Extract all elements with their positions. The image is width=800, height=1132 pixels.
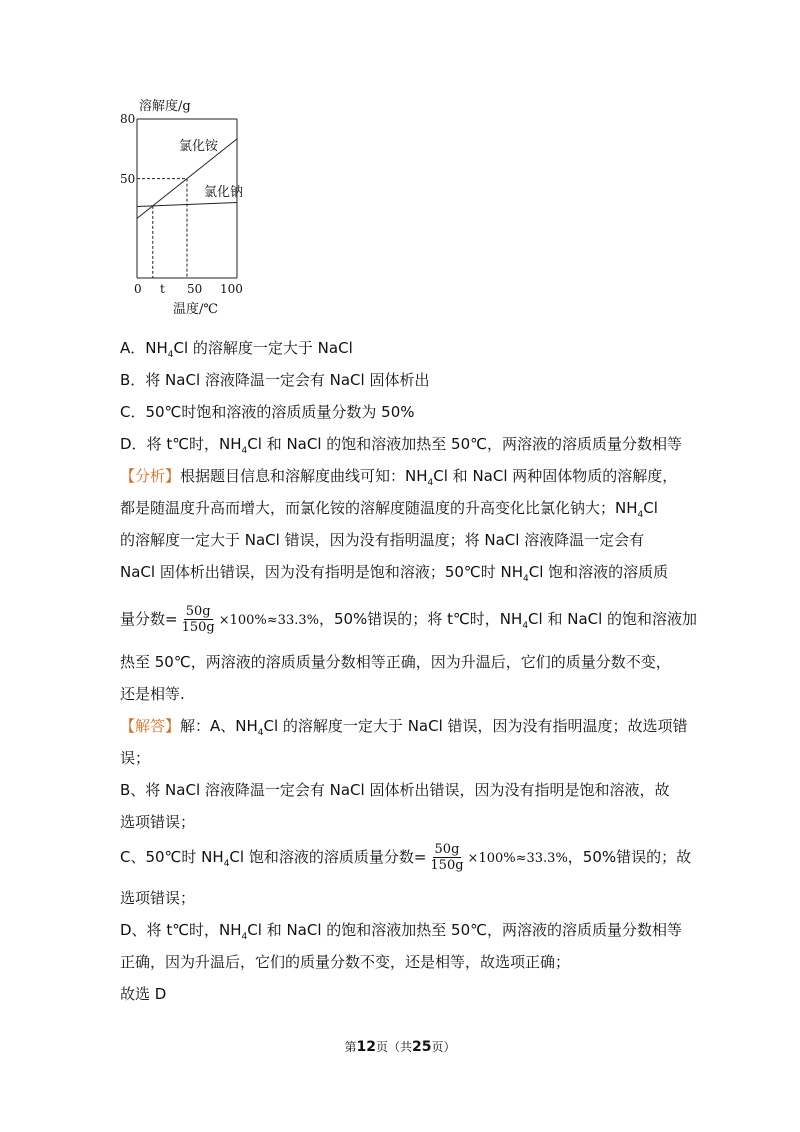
fraction: $\frac{50g}{150g}$	[181, 604, 215, 635]
current-page-number: 12	[356, 1039, 376, 1055]
option-b: B．将 NaCl 溶液降温一定会有 NaCl 固体析出	[120, 371, 430, 389]
y-tick-80: 80	[120, 112, 136, 126]
option-d: D．将 t℃时，$NH_4Cl$ 和 NaCl 的饱和溶液加热至 50℃，两溶液的溶质质量分数相等	[120, 435, 682, 456]
solubility-chart	[110, 92, 270, 322]
answer-line-4: 选项错误；	[120, 813, 196, 831]
analysis-line-7: 还是相等.	[120, 685, 185, 703]
x-tick-50: 50	[187, 282, 203, 296]
answer-line-5: C、50℃时 $NH_4Cl$ 饱和溶液的溶质质量分数= $\frac{50g}{150g}$ ×100%≈33.3%，50%错误的；故	[120, 842, 692, 873]
fraction: $\frac{50g}{150g}$	[430, 842, 464, 873]
answer-line-6: 选项错误；	[120, 889, 196, 907]
x-tick-0: 0	[134, 282, 142, 296]
nacl-curve-label: 氯化钠	[204, 185, 244, 200]
answer-line-2: 误；	[120, 749, 151, 767]
answer-line-9: 故选 D	[120, 985, 167, 1003]
analysis-tag: 【分析】	[120, 467, 181, 485]
x-axis-label: 温度/℃	[173, 302, 218, 317]
page-footer: 第12页（共25页）	[344, 1039, 456, 1055]
x-tick-t: t	[160, 282, 165, 296]
option-a: A．$NH_4Cl$ 的溶解度一定大于 NaCl	[120, 339, 353, 360]
option-c: C．50℃时饱和溶液的溶质质量分数为 50%	[120, 403, 415, 421]
answer-line-7: D、将 t℃时，$NH_4Cl$ 和 NaCl 的饱和溶液加热至 50℃，两溶液的溶质质量分数相等	[120, 921, 682, 942]
analysis-line-1: 【分析】根据题目信息和溶解度曲线可知：$NH_4Cl$ 和 NaCl 两种固体物质的溶解度，	[120, 467, 678, 488]
answer-line-1: 【解答】解：A、$NH_4Cl$ 的溶解度一定大于 NaCl 错误，因为没有指明温度；故选项错	[120, 717, 688, 738]
analysis-line-2: 都是随温度升高而增大，而氯化铵的溶解度随温度的升高变化比氯化钠大；$NH_4Cl$	[120, 499, 658, 520]
y-axis-label: 溶解度/g	[139, 99, 191, 114]
analysis-line-5: 量分数= $\frac{50g}{150g}$ ×100%≈33.3%，50%错误的；将 t℃时，$NH_4Cl$ 和 NaCl 的饱和溶液加	[120, 604, 698, 635]
solubility-chart-svg	[110, 92, 270, 322]
x-tick-100: 100	[220, 282, 243, 296]
answer-line-8: 正确，因为升温后，它们的质量分数不变，还是相等，故选项正确；	[120, 953, 571, 971]
analysis-line-3: 的溶解度一定大于 NaCl 错误，因为没有指明温度；将 NaCl 溶液降温一定会有	[120, 531, 645, 549]
nh4cl-curve-label: 氯化铵	[179, 139, 219, 154]
y-tick-50: 50	[120, 172, 136, 186]
total-page-count: 25	[412, 1039, 432, 1055]
answer-tag: 【解答】	[120, 717, 181, 735]
answer-line-3: B、将 NaCl 溶液降温一定会有 NaCl 固体析出错误，因为没有指明是饱和溶液，故	[120, 781, 670, 799]
analysis-line-4: NaCl 固体析出错误，因为没有指明是饱和溶液；50℃时 $NH_4Cl$ 饱和溶液的溶质质	[120, 563, 669, 584]
analysis-line-6: 热至 50℃，两溶液的溶质质量分数相等正确，因为升温后，它们的质量分数不变，	[120, 653, 671, 671]
